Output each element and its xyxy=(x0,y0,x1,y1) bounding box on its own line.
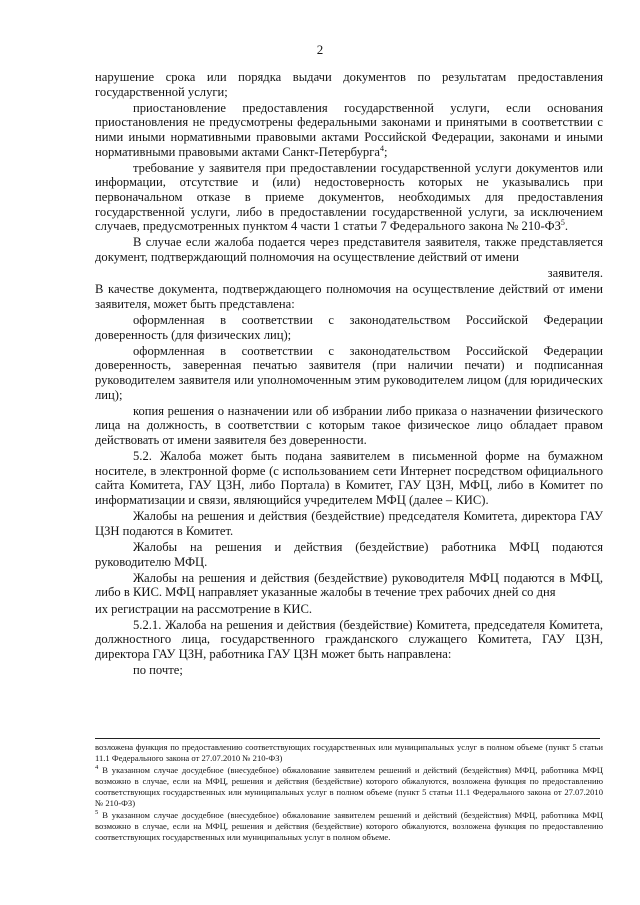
footnote-marker: 4 xyxy=(95,763,99,771)
paragraph: Жалобы на решения и действия (бездействие) руководителя МФЦ подаются в МФЦ, либо в КИС. МФЦ направляет указанные жалобы в течение трех рабочих дней со дня xyxy=(95,570,603,600)
paragraph: их регистрации на рассмотрение в КИС. xyxy=(95,601,313,616)
paragraph: 5.2. Жалоба может быть подана заявителем в письменной форме на бумажном носителе, в электронной форме (с использованием сети Интернет посредством официального сайта Комитета, ГАУ ЦЗН, либо Портала) в Комитет, ГАУ ЦЗН, МФЦ, либо в Комитет по информатизации и связи, являющийся учредителем МФЦ (далее – КИС). xyxy=(95,449,603,507)
paragraph: Жалобы на решения и действия (бездействие) председателя Комитета, директора ГАУ ЦЗН подаются в Комитет. xyxy=(95,509,603,538)
footnote: $^5$ В указанном случае досудебное (внесудебное) обжалование заявителем решений и действий (бездействия) МФЦ, работника МФЦ возможно в случае, если на МФЦ, решения и действия (бездействие) которого обжалуются, возложена функция по предоставлению соответствующих государственных или муниципальных услуг в полном объеме. xyxy=(95,808,603,843)
paragraph: копия решения о назначении или об избрании либо приказа о назначении физического лица на должность, в соответствии с которым такое физическое лицо обладает правом действовать от имени заявителя без доверенности. xyxy=(95,403,603,447)
footnote: возложена функция по предоставлению соответствующих государственных или муниципальных услуг в полном объеме (пункт 5 статьи 11.1 Федерального закона от 27.07.2010 № 210-ФЗ) xyxy=(95,742,603,764)
footnote-separator xyxy=(95,738,600,739)
paragraph: приостановление предоставления государственной услуги, если основания приостановления не предусмотрены федеральными законами и принятыми в соответствии с ними иными нормативными правовыми актами Российской Федерации, законами и иными нормативными правовыми актами Санкт-Петербурга$^4$; xyxy=(95,100,603,159)
paragraph: требование у заявителя при предоставлении государственной услуги документов или информации, отсутствие и (или) недостоверность которых не указывались при первоначальном отказе в приеме документов, необходимых для предоставления государственной услуги, либо в предоставлении государственной услуги, за исключением случаев, предусмотренных пунктом 4 части 1 статьи 7 Федерального закона № $210-ФЗ^5$. xyxy=(95,160,603,234)
footnote-ref: 5 xyxy=(560,217,565,227)
paragraph: заявителя. xyxy=(547,266,603,281)
paragraph: В случае если жалоба подается через представителя заявителя, также представляется документ, подтверждающий полномочия на осуществление действий от имени xyxy=(95,235,603,264)
footnote-ref: 4 xyxy=(379,143,384,153)
paragraph: оформленная в соответствии с законодательством Российской Федерации доверенность, заверенная печатью заявителя (при наличии печати) и подписанная руководителем заявителя или уполномоченным этим руководителем лицом (для юридических лиц); xyxy=(95,343,603,402)
page-number: 2 xyxy=(316,42,324,57)
paragraph: 5.2.1. Жалоба на решения и действия (бездействие) Комитета, председателя Комитета, должностного лица, государственного гражданского служащего Комитета, ГАУ ЦЗН, директора ГАУ ЦЗН, работника ГАУ ЦЗН может быть направлена: xyxy=(95,617,603,661)
main-text xyxy=(95,70,603,679)
paragraph: Жалобы на решения и действия (бездействие) работника МФЦ подаются руководителю МФЦ. xyxy=(95,539,603,569)
footnote-marker: 5 xyxy=(95,808,99,816)
paragraph: нарушение срока или порядка выдачи документов по результатам предоставления государственной услуги; xyxy=(95,70,603,99)
footnotes xyxy=(95,742,603,844)
paragraph: по почте; xyxy=(133,663,183,678)
paragraph: оформленная в соответствии с законодательством Российской Федерации доверенность (для физических лиц); xyxy=(95,313,603,342)
footnote: $^4$ В указанном случае досудебное (внесудебное) обжалование заявителем решений и действий (бездействия) МФЦ, работника МФЦ возможно в случае, если на МФЦ, решения и действия (бездействие) которого обжалуются, возложена функция по предоставлению соответствующих государственных или муниципальных услуг в полном объеме (пункт 5 статьи 11.1 Федерального закона от 27.07.2010 № 210-ФЗ) xyxy=(95,763,603,809)
paragraph: В качестве документа, подтверждающего полномочия на осуществление действий от имени заявителя, может быть представлена: xyxy=(95,282,603,311)
